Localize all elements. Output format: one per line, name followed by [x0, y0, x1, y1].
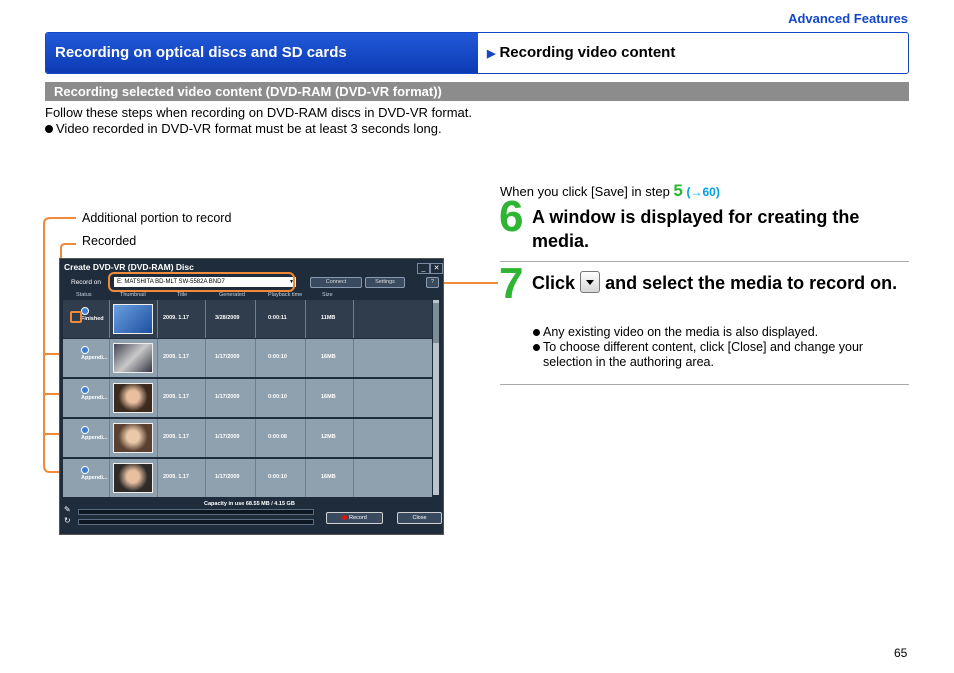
list-item: To choose different content, click [Close] and change your selection in the authoring area.: [533, 340, 903, 370]
row-title: 2009. 1.17: [163, 474, 189, 480]
step-7-bullets: [533, 325, 903, 370]
col-generated: Generated: [219, 292, 245, 298]
create-disc-window: [59, 258, 444, 535]
step-6-title: A window is displayed for creating the media.: [532, 207, 860, 251]
chevron-down-icon[interactable]: ▼: [289, 279, 294, 285]
row-title: 2009. 1.17: [163, 315, 189, 321]
row-time: 0:00:10: [268, 354, 287, 360]
video-thumbnail: [113, 383, 153, 413]
row-generated: 1/17/2009: [215, 354, 240, 360]
record-on-label: Record on: [71, 279, 101, 286]
video-thumbnail: [113, 304, 153, 334]
table-row[interactable]: [63, 339, 432, 377]
row-size: 12MB: [321, 434, 336, 440]
row-size: 16MB: [321, 394, 336, 400]
status-icon: [81, 386, 89, 394]
bullet-icon: [533, 329, 540, 336]
minimize-icon[interactable]: _: [417, 263, 430, 274]
window-title: Create DVD-VR (DVD-RAM) Disc: [64, 262, 194, 272]
section-label: Advanced Features: [788, 11, 908, 26]
callout-additional: Additional portion to record: [82, 211, 232, 225]
row-time: 0:00:10: [268, 394, 287, 400]
status-icon: [81, 346, 89, 354]
row-title: 2009. 1.17: [163, 394, 189, 400]
col-thumbnail: Thumbnail: [120, 292, 146, 298]
page-link[interactable]: (→60): [686, 185, 720, 199]
video-thumbnail: [113, 343, 153, 373]
row-status: Appendi...: [81, 475, 108, 481]
step-ref: 5: [673, 181, 683, 200]
row-title: 2009. 1.17: [163, 354, 189, 360]
drive-value: E: MATSHITA BD-MLT SW-5582A BND7: [117, 279, 225, 285]
settings-button[interactable]: Settings: [365, 277, 405, 288]
close-button[interactable]: Close: [397, 512, 442, 524]
status-highlight: [70, 311, 82, 323]
step-6-number: 6: [499, 192, 524, 241]
refresh-icon: ↻: [64, 516, 71, 525]
row-title: 2009. 1.17: [163, 434, 189, 440]
status-icon: [81, 426, 89, 434]
row-generated: 1/17/2009: [215, 474, 240, 480]
record-label: Record: [349, 515, 367, 521]
context-line: When you click [Save] in step 5 (→60): [500, 181, 720, 200]
row-status: Appendi...: [81, 355, 108, 361]
dropdown-button-icon: [580, 271, 600, 293]
step-7-number: 7: [499, 259, 524, 308]
col-title: Title: [177, 292, 188, 298]
chapter-banner: [45, 32, 909, 74]
topic-link[interactable]: [487, 33, 675, 73]
divider: [500, 384, 909, 385]
drive-highlight: [108, 272, 295, 292]
status-icon: [81, 466, 89, 474]
divider: [500, 261, 909, 262]
scrollbar-thumb[interactable]: [433, 303, 439, 343]
table-row[interactable]: [63, 459, 432, 497]
arrow-right-icon: ▶: [487, 48, 496, 60]
progress-bar: [78, 519, 314, 525]
connect-button[interactable]: Connect: [310, 277, 362, 288]
row-size: 16MB: [321, 354, 336, 360]
status-icon: [81, 307, 89, 315]
step-7-title: Click and select the media to record on.: [532, 273, 898, 293]
table-row[interactable]: [63, 419, 432, 457]
bullet-icon: [533, 344, 540, 351]
row-status: Appendi...: [81, 435, 108, 441]
row-time: 0:00:10: [268, 474, 287, 480]
topic-title: Recording video content: [499, 44, 676, 61]
list-item: Any existing video on the media is also displayed.: [533, 325, 903, 340]
help-button[interactable]: ?: [426, 277, 439, 288]
intro-bullet: [45, 121, 442, 136]
row-status: Appendi...: [81, 395, 108, 401]
col-size: Size: [322, 292, 333, 298]
row-generated: 1/17/2009: [215, 434, 240, 440]
row-size: 16MB: [321, 474, 336, 480]
intro-text: Follow these steps when recording on DVD-RAM discs in DVD-VR format.: [45, 105, 472, 120]
row-size: 11MB: [321, 315, 336, 321]
intro-bullet-text: Video recorded in DVD-VR format must be at least 3 seconds long.: [56, 121, 442, 136]
row-time: 0:00:08: [268, 434, 287, 440]
close-icon[interactable]: ✕: [430, 263, 443, 274]
col-status: Status: [76, 292, 92, 298]
disc-icon: ✎: [64, 505, 71, 514]
record-icon: [342, 515, 347, 520]
record-button[interactable]: [326, 512, 383, 524]
row-time: 0:00:11: [268, 315, 287, 321]
row-status: Finished: [81, 316, 104, 322]
section-title: Recording selected video content (DVD-RAM (DVD-VR format)): [45, 82, 909, 101]
capacity-text: Capacity in use 68.55 MB / 4.15 GB: [204, 501, 295, 507]
table-row[interactable]: [63, 379, 432, 417]
page-number: 65: [894, 646, 908, 660]
capacity-bar: [78, 509, 314, 515]
bullet-icon: [45, 125, 53, 133]
row-generated: 3/28/2009: [215, 315, 240, 321]
row-generated: 1/17/2009: [215, 394, 240, 400]
chapter-title: Recording on optical discs and SD cards: [46, 33, 478, 73]
scrollbar[interactable]: [433, 300, 439, 495]
video-thumbnail: [113, 423, 153, 453]
video-thumbnail: [113, 463, 153, 493]
table-row[interactable]: [63, 300, 432, 338]
col-playback: Playback time: [268, 292, 303, 298]
callout-recorded: Recorded: [82, 234, 137, 248]
